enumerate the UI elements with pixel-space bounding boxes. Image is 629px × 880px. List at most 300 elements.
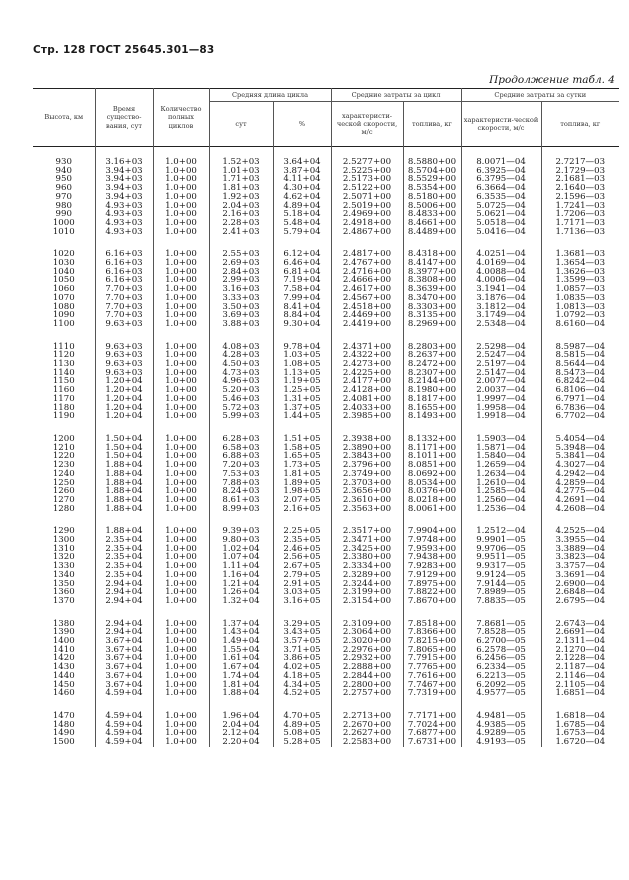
cost-cycle-char-cell: 2.3064+00 — [331, 628, 403, 637]
cycle-percent-cell: 1.58+05 — [273, 444, 331, 453]
spacer-cell — [153, 606, 209, 620]
cycle-days-cell: 5.46+03 — [209, 395, 273, 404]
cycle-percent-cell: 2.91+05 — [273, 580, 331, 589]
cost-day-char-cell: 4.9193—05 — [461, 738, 541, 747]
cycle-days-cell: 1.21+04 — [209, 580, 273, 589]
spacer-cell — [33, 513, 95, 527]
cycle-days-cell: 1.32+04 — [209, 597, 273, 606]
altitude-cell: 1500 — [33, 738, 95, 747]
cost-day-fuel-cell: 1.7241—03 — [555, 200, 606, 211]
cycles-cell: 1.0+00 — [153, 646, 209, 655]
spacer-cell — [33, 606, 95, 620]
cost-day-char-cell: 2.0077—04 — [461, 377, 541, 386]
cycle-percent-cell: 4.52+05 — [273, 689, 331, 698]
cost-cycle-fuel-cell: 7.9283+00 — [403, 562, 461, 571]
group-separator — [33, 421, 619, 435]
cycle-percent-cell: 6.81+04 — [273, 268, 331, 277]
altitude-cell: 1380 — [33, 620, 95, 629]
cycles-cell: 1.0+00 — [153, 452, 209, 461]
cost-cycle-char-cell: 2.3703+00 — [331, 479, 403, 488]
spacer-cell — [461, 606, 541, 620]
spacer-cell — [153, 421, 209, 435]
spacer-cell — [461, 236, 541, 250]
cycles-cell: 1.0+00 — [153, 571, 209, 580]
cycle-percent-cell: 1.13+05 — [273, 369, 331, 378]
cycles-cell: 1.0+00 — [153, 487, 209, 496]
spacer-cell — [33, 421, 95, 435]
cycle-days-cell: 5.72+03 — [209, 404, 273, 413]
altitude-cell: 1170 — [33, 395, 95, 404]
altitude-cell: 1410 — [33, 646, 95, 655]
altitude-cell: 1480 — [33, 721, 95, 730]
cycle-percent-cell: 1.89+05 — [273, 479, 331, 488]
cost-day-fuel-cell: 2.6848—04 — [555, 587, 606, 598]
cycle-percent-cell: 4.89+05 — [273, 721, 331, 730]
lifetime-cell: 3.67+04 — [95, 646, 153, 655]
cycle-days-cell: 2.55+03 — [209, 250, 273, 259]
cost-day-fuel-cell: 2.6900—04 — [555, 578, 606, 589]
cycles-cell: 1.0+00 — [153, 562, 209, 571]
cycles-cell: 1.0+00 — [153, 681, 209, 690]
cost-cycle-fuel-cell: 8.4147+00 — [403, 259, 461, 268]
cost-cycle-fuel-cell: 8.4833+00 — [403, 210, 461, 219]
cycle-days-cell: 2.28+03 — [209, 219, 273, 228]
cycle-days-cell: 8.61+03 — [209, 496, 273, 505]
lifetime-cell: 9.63+03 — [95, 369, 153, 378]
cost-day-fuel-cell: 2.1311—04 — [555, 636, 606, 647]
cost-day-char-cell: 9.9124—05 — [461, 571, 541, 580]
lifetime-cell: 3.94+03 — [95, 193, 153, 202]
table-row — [33, 597, 619, 606]
cycle-days-cell: 4.73+03 — [209, 369, 273, 378]
cycle-days-cell: 2.99+03 — [209, 276, 273, 285]
cycles-cell: 1.0+00 — [153, 285, 209, 294]
altitude-cell: 930 — [33, 158, 95, 167]
cycle-percent-cell: 7.99+04 — [273, 294, 331, 303]
cost-day-char-cell: 4.9577—05 — [461, 689, 541, 698]
cost-cycle-char-cell: 2.2670+00 — [331, 721, 403, 730]
cost-day-fuel-cell: 6.7702—04 — [555, 411, 606, 422]
cost-cycle-char-cell: 2.4322+00 — [331, 351, 403, 360]
altitude-cell: 1460 — [33, 689, 95, 698]
cost-cycle-fuel-cell: 8.4318+00 — [403, 250, 461, 259]
cost-day-char-cell: 7.8681—05 — [461, 620, 541, 629]
cycle-days-cell: 2.04+04 — [209, 721, 273, 730]
cost-cycle-char-cell: 2.3938+00 — [331, 435, 403, 444]
cost-cycle-char-cell: 2.4225+00 — [331, 369, 403, 378]
lifetime-cell: 1.88+04 — [95, 487, 153, 496]
cycle-percent-cell: 2.67+05 — [273, 562, 331, 571]
cost-cycle-fuel-cell: 7.8822+00 — [403, 588, 461, 597]
cost-cycle-char-cell: 2.4666+00 — [331, 276, 403, 285]
cost-cycle-fuel-cell: 7.7171+00 — [403, 712, 461, 721]
cost-day-char-cell: 4.9289—05 — [461, 729, 541, 738]
lifetime-cell: 7.70+03 — [95, 294, 153, 303]
cost-day-char-cell: 5.0621—04 — [461, 210, 541, 219]
cost-day-char-cell: 1.9958—04 — [461, 404, 541, 413]
cycle-days-cell: 1.37+04 — [209, 620, 273, 629]
cycle-days-cell: 2.41+03 — [209, 228, 273, 237]
lifetime-cell: 1.88+04 — [95, 496, 153, 505]
cycles-cell: 1.0+00 — [153, 167, 209, 176]
cost-day-char-cell: 7.9144—05 — [461, 580, 541, 589]
cost-day-fuel-cell: 1.7136—03 — [555, 226, 606, 237]
cycles-cell: 1.0+00 — [153, 228, 209, 237]
header-cycle-length: Средняя длина цикла — [209, 89, 331, 102]
cost-cycle-fuel-cell: 8.0061+00 — [403, 505, 461, 514]
cycle-percent-cell: 1.31+05 — [273, 395, 331, 404]
cost-cycle-fuel-cell: 8.0692+00 — [403, 470, 461, 479]
cycle-days-cell: 2.04+03 — [209, 202, 273, 211]
header-cost-per-cycle: Средние затраты за цикл — [331, 89, 461, 102]
cycles-cell: 1.0+00 — [153, 580, 209, 589]
cost-cycle-char-cell: 2.2844+00 — [331, 672, 403, 681]
altitude-cell: 1390 — [33, 628, 95, 637]
cost-day-fuel-cell: 1.3626—03 — [555, 266, 606, 277]
altitude-cell: 940 — [33, 167, 95, 176]
cost-day-fuel-cell: 3.3823—04 — [555, 552, 606, 563]
cost-cycle-fuel-cell: 7.9748+00 — [403, 536, 461, 545]
cycle-percent-cell: 3.71+05 — [273, 646, 331, 655]
altitude-cell: 1420 — [33, 654, 95, 663]
cost-cycle-fuel-cell: 7.8366+00 — [403, 628, 461, 637]
lifetime-cell: 4.59+04 — [95, 689, 153, 698]
cycle-percent-cell: 8.41+04 — [273, 303, 331, 312]
spacer-cell — [273, 513, 331, 527]
cost-cycle-char-cell: 2.3517+00 — [331, 527, 403, 536]
cycle-days-cell: 2.84+03 — [209, 268, 273, 277]
cycle-percent-cell: 4.89+04 — [273, 202, 331, 211]
cost-day-char-cell: 6.2456—05 — [461, 654, 541, 663]
cost-cycle-char-cell: 2.2713+00 — [331, 712, 403, 721]
cycles-cell: 1.0+00 — [153, 210, 209, 219]
cost-day-fuel-cell: 5.3948—04 — [555, 442, 606, 453]
cost-cycle-char-cell: 2.3563+00 — [331, 505, 403, 514]
cycles-cell: 1.0+00 — [153, 620, 209, 629]
cost-day-char-cell: 2.5247—04 — [461, 351, 541, 360]
spacer-cell — [403, 329, 461, 343]
cost-day-fuel-cell: 1.6720—04 — [555, 737, 606, 748]
cost-day-fuel-cell: 1.3681—03 — [555, 249, 606, 260]
cost-day-char-cell: 5.0416—04 — [461, 228, 541, 237]
cycle-percent-cell: 2.16+05 — [273, 505, 331, 514]
cost-cycle-char-cell: 2.4817+00 — [331, 250, 403, 259]
cost-cycle-fuel-cell: 8.4661+00 — [403, 219, 461, 228]
cost-cycle-char-cell: 2.3985+00 — [331, 412, 403, 421]
cost-day-char-cell: 6.3535—04 — [461, 193, 541, 202]
altitude-cell: 1270 — [33, 496, 95, 505]
cycles-cell: 1.0+00 — [153, 320, 209, 329]
cycles-cell: 1.0+00 — [153, 193, 209, 202]
lifetime-cell: 3.94+03 — [95, 175, 153, 184]
cost-day-char-cell: 1.9918—04 — [461, 412, 541, 421]
cycle-days-cell: 1.52+03 — [209, 158, 273, 167]
spacer-cell — [403, 236, 461, 250]
cycle-days-cell: 9.39+03 — [209, 527, 273, 536]
lifetime-cell: 4.93+03 — [95, 202, 153, 211]
cycle-days-cell: 3.50+03 — [209, 303, 273, 312]
cost-day-char-cell: 1.2585—04 — [461, 487, 541, 496]
cost-day-char-cell: 6.3925—04 — [461, 167, 541, 176]
cost-cycle-fuel-cell: 8.4489+00 — [403, 228, 461, 237]
altitude-cell: 980 — [33, 202, 95, 211]
cycle-days-cell: 2.16+03 — [209, 210, 273, 219]
cost-cycle-char-cell: 2.3656+00 — [331, 487, 403, 496]
cost-day-fuel-cell: 6.7836—04 — [555, 402, 606, 413]
cost-cycle-fuel-cell: 8.2472+00 — [403, 360, 461, 369]
cost-cycle-char-cell: 2.2583+00 — [331, 738, 403, 747]
cycles-cell: 1.0+00 — [153, 738, 209, 747]
cycle-percent-cell: 1.25+05 — [273, 386, 331, 395]
cycles-cell: 1.0+00 — [153, 496, 209, 505]
altitude-cell: 1010 — [33, 228, 95, 237]
lifetime-cell: 2.35+04 — [95, 536, 153, 545]
header-cost-day-char-velocity: характеристи-ческой скорости, м/с — [461, 102, 541, 147]
cycle-days-cell: 1.67+04 — [209, 663, 273, 672]
group-separator — [33, 236, 619, 250]
cycles-cell: 1.0+00 — [153, 311, 209, 320]
altitude-cell: 1370 — [33, 597, 95, 606]
cycles-cell: 1.0+00 — [153, 250, 209, 259]
lifetime-cell: 1.20+04 — [95, 412, 153, 421]
cost-day-fuel-cell: 2.1105—04 — [555, 679, 606, 690]
cycle-days-cell: 3.33+03 — [209, 294, 273, 303]
cost-day-char-cell: 6.3795—04 — [461, 175, 541, 184]
cycles-cell: 1.0+00 — [153, 276, 209, 285]
cost-day-char-cell: 4.0169—04 — [461, 259, 541, 268]
cost-cycle-fuel-cell: 8.1817+00 — [403, 395, 461, 404]
cycle-days-cell: 1.55+04 — [209, 646, 273, 655]
spacer-cell — [461, 698, 541, 712]
spacer-cell — [209, 513, 273, 527]
lifetime-cell: 4.93+03 — [95, 210, 153, 219]
cost-cycle-fuel-cell: 7.8518+00 — [403, 620, 461, 629]
cycles-cell: 1.0+00 — [153, 343, 209, 352]
cycles-cell: 1.0+00 — [153, 479, 209, 488]
cost-cycle-fuel-cell: 7.8975+00 — [403, 580, 461, 589]
cost-cycle-fuel-cell: 8.1655+00 — [403, 404, 461, 413]
cycle-percent-cell: 7.58+04 — [273, 285, 331, 294]
cycle-percent-cell: 5.79+04 — [273, 228, 331, 237]
cycle-percent-cell: 1.19+05 — [273, 377, 331, 386]
cost-cycle-fuel-cell: 8.1493+00 — [403, 412, 461, 421]
spacer-cell — [273, 421, 331, 435]
cost-cycle-char-cell: 2.3020+00 — [331, 637, 403, 646]
cost-day-char-cell: 1.2512—04 — [461, 527, 541, 536]
cost-day-char-cell: 9.9706—05 — [461, 545, 541, 554]
spacer-cell — [209, 236, 273, 250]
table-body — [33, 147, 619, 747]
lifetime-cell: 3.67+04 — [95, 663, 153, 672]
altitude-cell: 1230 — [33, 461, 95, 470]
cost-day-fuel-cell: 1.0857—03 — [555, 284, 606, 295]
cost-cycle-char-cell: 2.2888+00 — [331, 663, 403, 672]
cost-cycle-fuel-cell: 8.5704+00 — [403, 167, 461, 176]
cycles-cell: 1.0+00 — [153, 637, 209, 646]
cost-day-fuel-cell: 2.7217—03 — [555, 157, 606, 167]
altitude-cell: 1320 — [33, 553, 95, 562]
cycles-cell: 1.0+00 — [153, 377, 209, 386]
cycles-cell: 1.0+00 — [153, 259, 209, 268]
altitude-cell: 1450 — [33, 681, 95, 690]
cycle-days-cell: 8.99+03 — [209, 505, 273, 514]
spacer-cell — [403, 606, 461, 620]
spacer-cell — [273, 329, 331, 343]
cost-cycle-fuel-cell: 8.2307+00 — [403, 369, 461, 378]
cost-cycle-fuel-cell: 8.1332+00 — [403, 435, 461, 444]
spacer-cell — [541, 606, 619, 620]
cycle-percent-cell: 2.56+05 — [273, 553, 331, 562]
altitude-cell: 1430 — [33, 663, 95, 672]
cost-day-char-cell: 5.0518—04 — [461, 219, 541, 228]
cycles-cell: 1.0+00 — [153, 435, 209, 444]
cycles-cell: 1.0+00 — [153, 553, 209, 562]
cost-cycle-char-cell: 2.3890+00 — [331, 444, 403, 453]
altitude-cell: 1360 — [33, 588, 95, 597]
cost-cycle-fuel-cell: 7.8670+00 — [403, 597, 461, 606]
cost-cycle-fuel-cell: 7.8215+00 — [403, 637, 461, 646]
cycle-percent-cell: 1.98+05 — [273, 487, 331, 496]
cost-cycle-fuel-cell: 8.2144+00 — [403, 377, 461, 386]
lifetime-cell: 3.94+03 — [95, 184, 153, 193]
cycle-days-cell: 1.96+04 — [209, 712, 273, 721]
cycle-days-cell: 5.20+03 — [209, 386, 273, 395]
cycle-days-cell: 1.07+04 — [209, 553, 273, 562]
spacer-cell — [153, 329, 209, 343]
cost-day-fuel-cell: 4.2859—04 — [555, 477, 606, 488]
cost-cycle-fuel-cell: 7.9129+00 — [403, 571, 461, 580]
cost-cycle-char-cell: 2.2976+00 — [331, 646, 403, 655]
spacer-cell — [331, 236, 403, 250]
altitude-cell: 1300 — [33, 536, 95, 545]
cost-cycle-char-cell: 2.4371+00 — [331, 343, 403, 352]
spacer-cell — [95, 421, 153, 435]
cycle-percent-cell: 3.64+04 — [273, 158, 331, 167]
lifetime-cell: 2.94+04 — [95, 597, 153, 606]
spacer-cell — [33, 236, 95, 250]
cost-cycle-char-cell: 2.4273+00 — [331, 360, 403, 369]
cost-day-char-cell: 9.9317—05 — [461, 562, 541, 571]
cost-day-fuel-cell: 2.1146—04 — [555, 670, 606, 681]
lifetime-cell: 1.88+04 — [95, 461, 153, 470]
cost-day-fuel-cell: 4.2608—04 — [555, 503, 606, 514]
cost-cycle-fuel-cell: 8.1171+00 — [403, 444, 461, 453]
cycles-cell: 1.0+00 — [153, 444, 209, 453]
altitude-cell: 1180 — [33, 404, 95, 413]
cycles-cell: 1.0+00 — [153, 663, 209, 672]
cost-day-char-cell: 2.0037—04 — [461, 386, 541, 395]
cost-cycle-char-cell: 2.3244+00 — [331, 580, 403, 589]
cost-day-fuel-cell: 4.2775—04 — [555, 486, 606, 497]
cost-day-fuel-cell: 8.5473—04 — [555, 367, 606, 378]
cycle-percent-cell: 2.07+05 — [273, 496, 331, 505]
altitude-cell: 1140 — [33, 369, 95, 378]
cycle-days-cell: 3.69+03 — [209, 311, 273, 320]
cycle-days-cell: 5.99+03 — [209, 412, 273, 421]
cycle-days-cell: 2.12+04 — [209, 729, 273, 738]
cost-day-char-cell: 4.0088—04 — [461, 268, 541, 277]
spacer-cell — [209, 698, 273, 712]
cost-day-fuel-cell: 5.4054—04 — [555, 433, 606, 444]
cost-day-fuel-cell: 8.5987—04 — [555, 341, 606, 352]
cost-cycle-fuel-cell: 8.0851+00 — [403, 461, 461, 470]
lifetime-cell: 1.20+04 — [95, 377, 153, 386]
altitude-cell: 1020 — [33, 250, 95, 259]
lifetime-cell: 4.59+04 — [95, 712, 153, 721]
cost-day-char-cell: 1.5840—04 — [461, 452, 541, 461]
lifetime-cell: 2.35+04 — [95, 545, 153, 554]
cost-day-char-cell: 2.5147—04 — [461, 369, 541, 378]
altitude-cell: 1130 — [33, 360, 95, 369]
spacer-cell — [153, 236, 209, 250]
cycles-cell: 1.0+00 — [153, 654, 209, 663]
cycle-days-cell: 1.01+03 — [209, 167, 273, 176]
lifetime-cell: 6.16+03 — [95, 259, 153, 268]
cost-day-fuel-cell: 1.0835—03 — [555, 292, 606, 303]
lifetime-cell: 9.63+03 — [95, 320, 153, 329]
cycle-percent-cell: 1.37+05 — [273, 404, 331, 413]
cost-cycle-fuel-cell: 8.0218+00 — [403, 496, 461, 505]
spacer-cell — [209, 421, 273, 435]
cycle-percent-cell: 5.28+05 — [273, 738, 331, 747]
cost-day-fuel-cell: 2.1270—04 — [555, 644, 606, 655]
cycle-percent-cell: 4.18+05 — [273, 672, 331, 681]
altitude-cell: 1340 — [33, 571, 95, 580]
cost-cycle-fuel-cell: 7.7024+00 — [403, 721, 461, 730]
cycles-cell: 1.0+00 — [153, 360, 209, 369]
cost-day-fuel-cell: 3.3757—04 — [555, 561, 606, 572]
cost-day-fuel-cell: 4.3027—04 — [555, 460, 606, 471]
spacer-cell — [273, 698, 331, 712]
cost-cycle-char-cell: 2.3843+00 — [331, 452, 403, 461]
cycle-days-cell: 4.50+03 — [209, 360, 273, 369]
cycle-days-cell: 1.92+03 — [209, 193, 273, 202]
lifetime-cell: 6.16+03 — [95, 250, 153, 259]
cycle-days-cell: 4.28+03 — [209, 351, 273, 360]
cycle-days-cell: 7.53+03 — [209, 470, 273, 479]
cycle-percent-cell: 3.57+05 — [273, 637, 331, 646]
spacer-cell — [153, 513, 209, 527]
table-row — [33, 738, 619, 747]
cycle-percent-cell: 1.03+05 — [273, 351, 331, 360]
cost-cycle-char-cell: 2.4567+00 — [331, 294, 403, 303]
cost-cycle-fuel-cell: 8.1011+00 — [403, 452, 461, 461]
lifetime-cell: 2.94+04 — [95, 580, 153, 589]
cycles-cell: 1.0+00 — [153, 505, 209, 514]
group-separator — [33, 698, 619, 712]
spacer-cell — [33, 698, 95, 712]
cost-day-fuel-cell: 1.3599—03 — [555, 275, 606, 286]
lifetime-cell: 1.20+04 — [95, 386, 153, 395]
spacer-cell — [331, 421, 403, 435]
cost-day-fuel-cell: 3.3691—04 — [555, 569, 606, 580]
cycle-percent-cell: 2.25+05 — [273, 527, 331, 536]
cost-cycle-char-cell: 2.3199+00 — [331, 588, 403, 597]
spacer-cell — [331, 513, 403, 527]
header-cycle-length-percent: % — [273, 102, 331, 147]
spacer-cell — [403, 698, 461, 712]
cost-day-char-cell: 4.0006—04 — [461, 276, 541, 285]
altitude-cell: 950 — [33, 175, 95, 184]
altitude-cell: 1110 — [33, 343, 95, 352]
cost-day-char-cell: 4.9481—05 — [461, 712, 541, 721]
table-header — [33, 89, 619, 147]
cycle-days-cell: 9.80+03 — [209, 536, 273, 545]
header-cycles: Количество полных циклов — [153, 89, 209, 147]
cost-day-fuel-cell: 1.6818—04 — [555, 710, 606, 721]
cycles-cell: 1.0+00 — [153, 202, 209, 211]
altitude-cell: 1150 — [33, 377, 95, 386]
